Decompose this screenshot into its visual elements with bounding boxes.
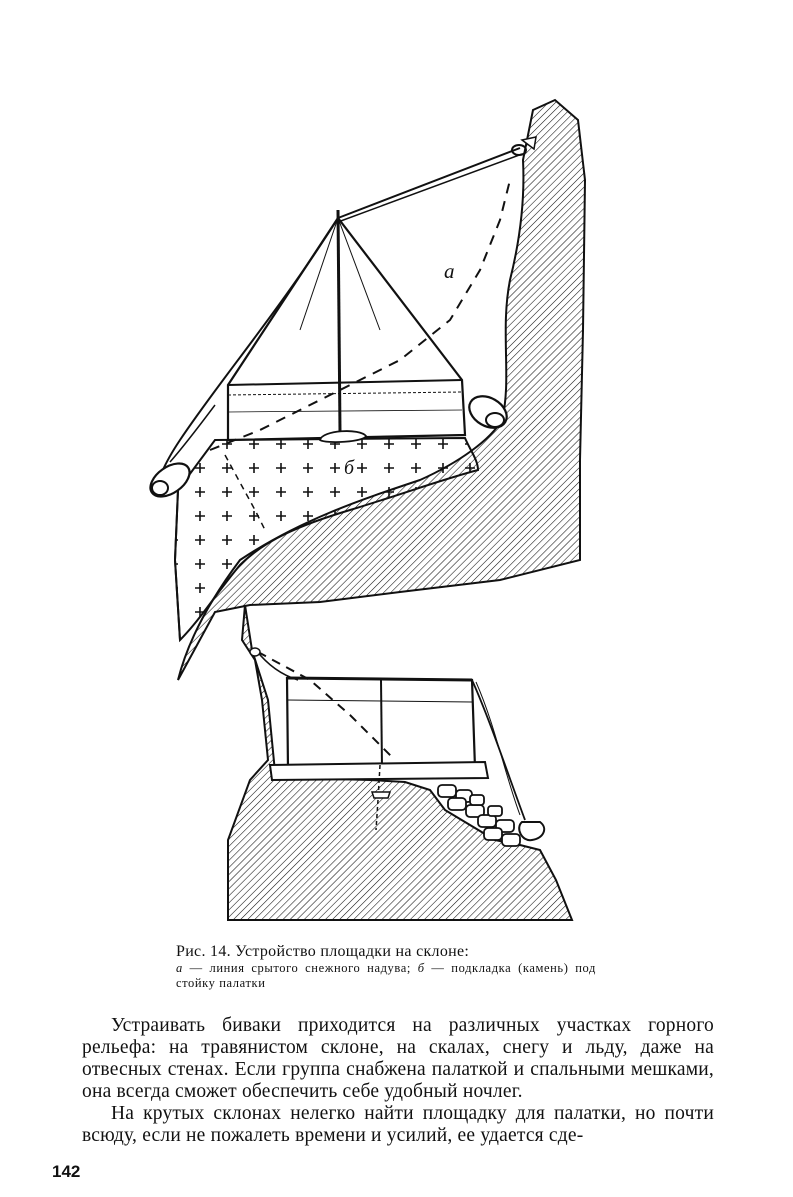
tent-upper <box>228 218 465 440</box>
body-text <box>82 1015 714 1147</box>
caption-title: Рис. 14. Устройство площадки на склоне: <box>176 943 470 960</box>
legend-a-text: — линия срытого снежного надува; <box>182 961 418 976</box>
paragraph-1: Устраивать биваки приходится на различных участках горного рельефа: на травянистом склоне, на скалах, снегу и льду, даже на отвесных стенах. Если группа снабжена палаткой и спальными мешками, она всегда сможет обеспечить себе удобный ночлег. <box>82 1015 714 1102</box>
lower-scene <box>228 605 572 920</box>
legend-b-key: б <box>417 961 425 976</box>
caption-legend <box>176 961 596 990</box>
legend-a-key: а <box>176 961 183 976</box>
upper-scene <box>145 100 585 680</box>
label-b: б <box>344 457 355 479</box>
figure-caption <box>176 943 596 990</box>
tent-platform-illustration <box>140 95 590 935</box>
page-number: 142 <box>52 1162 81 1181</box>
label-a: а <box>444 259 455 283</box>
legend-b-text: — подкладка (камень) под стойку палатки <box>176 961 596 990</box>
paragraph-2: На крутых склонах нелегко найти площадку для палатки, но почти всюду, если не пожалеть времени и усилий, ее удается сде- <box>82 1103 714 1146</box>
